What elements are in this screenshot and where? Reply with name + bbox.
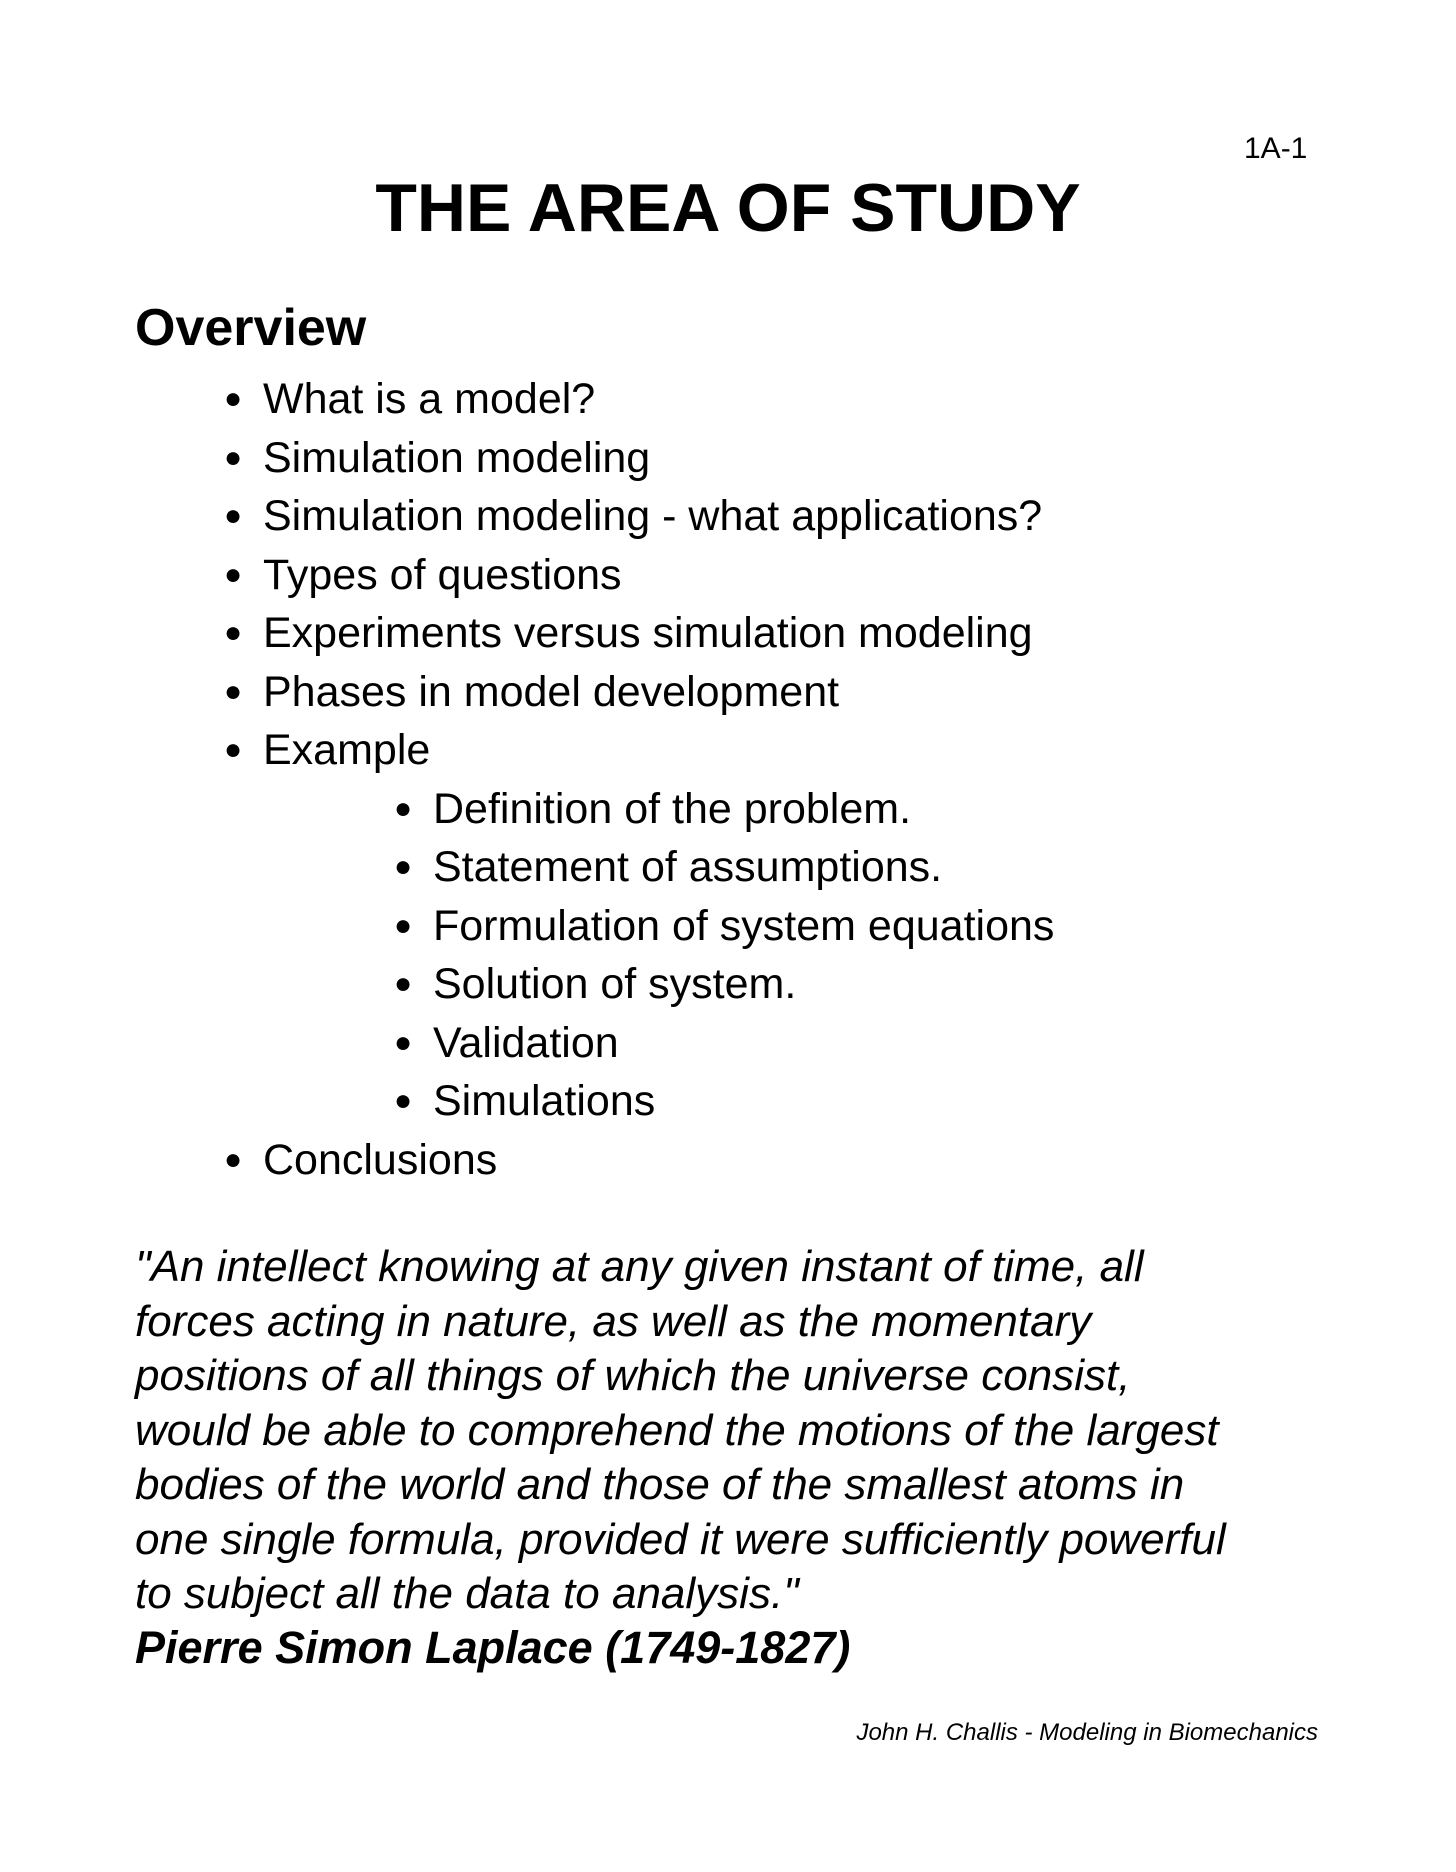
bullet-icon: ● xyxy=(224,440,243,474)
quote-line: to subject all the data to analysis." xyxy=(135,1569,799,1618)
list-item xyxy=(0,663,1300,722)
bullet-icon: ● xyxy=(394,1025,413,1059)
quote-attribution: Pierre Simon Laplace (1749-1827) xyxy=(135,1622,851,1673)
quote-line: "An intellect knowing at any given instant of time, all xyxy=(135,1242,1144,1291)
list-item-text: Simulation modeling xyxy=(263,433,651,482)
sub-list-item-text: Validation xyxy=(433,1018,619,1067)
bullet-icon: ● xyxy=(394,908,413,942)
sub-list-item-text: Formulation of system equations xyxy=(433,901,1055,950)
sub-list-item xyxy=(0,955,1300,1014)
list-item xyxy=(0,721,1300,780)
sub-list-item xyxy=(0,838,1300,897)
quote-line: forces acting in nature, as well as the momentary xyxy=(135,1296,1092,1346)
sub-list-item xyxy=(0,1014,1300,1073)
bullet-icon: ● xyxy=(224,733,243,766)
list-item xyxy=(0,1131,1300,1190)
list-item-text: Simulation modeling - what applications? xyxy=(263,492,1043,540)
sub-list-item-text: Statement of assumptions. xyxy=(433,843,943,891)
overview-heading: Overview xyxy=(135,299,367,357)
bullet-icon: ● xyxy=(394,1084,413,1117)
list-item-text: Experiments versus simulation modeling xyxy=(263,609,1033,657)
laplace-quote xyxy=(135,1240,1335,1622)
sub-list-item-text: Solution of system. xyxy=(433,960,797,1008)
sub-list-item xyxy=(0,780,1300,839)
quote-line: bodies of the world and those of the smallest atoms in xyxy=(135,1460,1185,1509)
page-footer: John H. Challis - Modeling in Biomechanics xyxy=(856,1719,1318,1746)
sub-list-item xyxy=(0,1072,1300,1131)
bullet-icon: ● xyxy=(394,791,413,825)
bullet-icon: ● xyxy=(224,674,243,708)
bullet-icon: ● xyxy=(224,499,243,532)
bullet-icon: ● xyxy=(394,850,413,883)
sub-list-item-text: Definition of the problem. xyxy=(433,784,912,833)
bullet-icon: ● xyxy=(224,557,243,591)
sub-list-item-text: Simulations xyxy=(433,1077,656,1125)
list-item xyxy=(0,546,1300,605)
list-item xyxy=(0,604,1300,663)
list-item-text: Types of questions xyxy=(263,550,622,599)
sub-list-item xyxy=(0,897,1300,956)
page-title: THE AREA OF STUDY xyxy=(375,170,1081,246)
bullet-icon: ● xyxy=(224,616,243,649)
list-item-text: Conclusions xyxy=(263,1135,498,1184)
list-item-text: What is a model? xyxy=(263,375,596,423)
list-item xyxy=(0,370,1300,429)
bullet-icon: ● xyxy=(394,967,413,1000)
list-item xyxy=(0,487,1300,546)
bullet-icon: ● xyxy=(224,1142,243,1176)
list-item-text: Example xyxy=(263,726,431,774)
quote-line: would be able to comprehend the motions of the largest xyxy=(135,1405,1219,1455)
list-item xyxy=(0,429,1300,488)
overview-outline xyxy=(0,370,1300,1189)
quote-line: positions of all things of which the universe consist, xyxy=(135,1351,1131,1400)
quote-line: one single formula, provided it were sufficiently powerful xyxy=(135,1514,1226,1564)
page-number: 1A-1 xyxy=(1244,132,1308,165)
bullet-icon: ● xyxy=(224,382,243,415)
list-item-text: Phases in model development xyxy=(263,667,840,716)
